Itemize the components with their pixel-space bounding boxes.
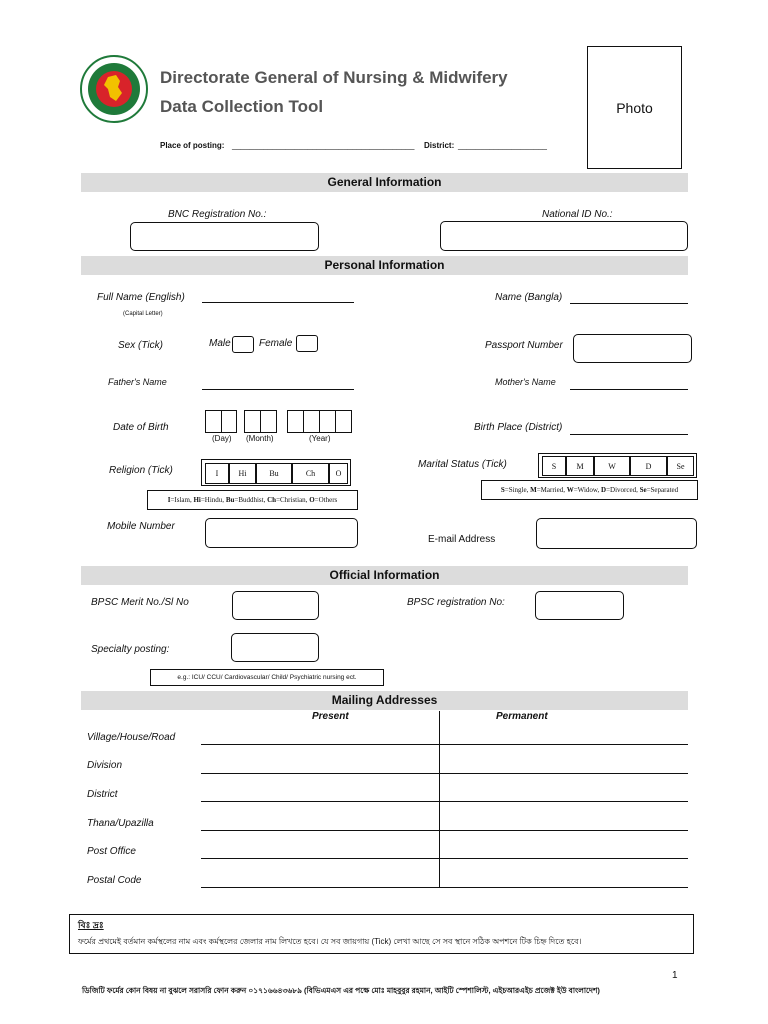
female-checkbox[interactable] <box>296 335 318 352</box>
general-info-header: General Information <box>81 173 688 192</box>
male-label: Male <box>209 338 231 349</box>
bnc-label: BNC Registration No.: <box>168 209 267 220</box>
district-label: District: <box>424 141 455 150</box>
dob-month-digit-2[interactable] <box>260 410 277 433</box>
passport-input[interactable] <box>573 334 692 363</box>
marital-option-single[interactable]: S <box>542 456 566 476</box>
permanent-post-office-line[interactable] <box>440 858 688 859</box>
present-district-line[interactable] <box>201 801 439 802</box>
female-label: Female <box>259 338 293 349</box>
address-row-label: Post Office <box>87 846 136 857</box>
dob-year-digit-1[interactable] <box>287 410 304 433</box>
present-postal-code-line[interactable] <box>201 887 439 888</box>
marital-option-divorced[interactable]: D <box>630 456 667 476</box>
religion-legend: I=Islam, Hi=Hindu, Bu=Buddhist, Ch=Christian, O=Others <box>147 490 358 510</box>
passport-label: Passport Number <box>485 340 563 351</box>
permanent-postal-code-line[interactable] <box>440 887 688 888</box>
address-row-label: District <box>87 789 118 800</box>
religion-option-islam[interactable]: I <box>205 463 229 484</box>
note-box <box>69 914 694 954</box>
name-bangla-line[interactable] <box>570 303 688 304</box>
specialty-label: Specialty posting: <box>91 644 170 655</box>
full-name-line[interactable] <box>202 302 354 303</box>
bpsc-merit-label: BPSC Merit No./Sl No <box>91 597 189 608</box>
bnc-input[interactable] <box>130 222 319 251</box>
mobile-input[interactable] <box>205 518 358 548</box>
footer-contact: ডিজিটি ফর্মের কোন বিষয় না বুঝলে সরাসরি ফোন করুন ০১৭১৬৬৪৩৬৮৯ (বিভিএমএস এর পক্ষে মোঃ মাহবুবুর রহমান, আইটি স্পেশালিস্ট, এইচআরএইচ প্রজেক্ট ইউ বাংলাদেশ) <box>82 986 600 995</box>
dob-day-digit-2[interactable] <box>221 410 237 433</box>
religion-option-others[interactable]: O <box>329 463 348 484</box>
official-info-header: Official Information <box>81 566 688 585</box>
address-row-label: Village/House/Road <box>87 732 176 743</box>
specialty-example: e.g.: ICU/ CCU/ Cardiovascular/ Child/ Psychiatric nursing ect. <box>150 669 384 686</box>
place-of-posting-line[interactable]: _________________________________________ <box>232 141 415 150</box>
religion-option-buddhist[interactable]: Bu <box>256 463 292 484</box>
birth-place-label: Birth Place (District) <box>474 422 563 433</box>
nid-input[interactable] <box>440 221 688 251</box>
year-caption: (Year) <box>309 434 331 443</box>
month-caption: (Month) <box>246 434 274 443</box>
bpsc-reg-input[interactable] <box>535 591 624 620</box>
permanent-column-header: Permanent <box>496 711 548 722</box>
nid-label: National ID No.: <box>542 209 613 220</box>
male-checkbox[interactable] <box>232 336 254 353</box>
full-name-label: Full Name (English) <box>97 292 185 303</box>
dob-year-digit-3[interactable] <box>319 410 336 433</box>
marital-option-separated[interactable]: Se <box>667 456 694 476</box>
dob-month-digit-1[interactable] <box>244 410 261 433</box>
dob-year-digit-4[interactable] <box>335 410 352 433</box>
bpsc-reg-label: BPSC registration No: <box>407 597 505 608</box>
mobile-label: Mobile Number <box>107 521 175 532</box>
dob-year-digit-2[interactable] <box>303 410 320 433</box>
name-bangla-label: Name (Bangla) <box>495 292 563 303</box>
religion-option-hindu[interactable]: Hi <box>229 463 256 484</box>
address-row-label: Division <box>87 760 123 771</box>
specialty-input[interactable] <box>231 633 319 662</box>
government-seal-logo <box>80 55 148 123</box>
note-text: ফর্মের প্রথমেই বর্তমান কর্মস্থলের নাম এবং কর্মস্থলের জেলার নাম লিখতে হবে। যে সব জায়গায় (Tick) লেখা আছে সে সব স্থানে সঠিক অপশনে টিক চিহ্ন দিতে হবে। <box>78 937 582 946</box>
birth-place-line[interactable] <box>570 434 688 435</box>
mother-name-line[interactable] <box>570 389 688 390</box>
capital-letter-note: (Capital Letter) <box>123 311 163 317</box>
religion-label: Religion (Tick) <box>109 465 173 476</box>
present-village-line[interactable] <box>201 744 439 745</box>
marital-option-widow[interactable]: W <box>594 456 630 476</box>
permanent-thana-line[interactable] <box>440 830 688 831</box>
dob-label: Date of Birth <box>113 422 169 433</box>
permanent-village-line[interactable] <box>440 744 688 745</box>
mailing-header: Mailing Addresses <box>81 691 688 710</box>
permanent-district-line[interactable] <box>440 801 688 802</box>
sex-label: Sex (Tick) <box>118 340 163 351</box>
bpsc-merit-input[interactable] <box>232 591 319 620</box>
marital-legend: S=Single, M=Married, W=Widow, D=Divorced, Se=Separated <box>481 480 698 500</box>
place-of-posting-label: Place of posting: <box>160 141 225 150</box>
address-column-divider <box>439 711 440 888</box>
day-caption: (Day) <box>212 434 232 443</box>
photo-box[interactable] <box>587 46 682 169</box>
note-heading: বিঃ দ্রঃ <box>78 920 104 930</box>
district-line[interactable]: ____________________ <box>458 141 547 150</box>
address-row-label: Postal Code <box>87 875 142 886</box>
email-label: E-mail Address <box>428 534 496 545</box>
permanent-division-line[interactable] <box>440 773 688 774</box>
mother-name-label: Mother's Name <box>495 377 556 387</box>
present-thana-line[interactable] <box>201 830 439 831</box>
present-division-line[interactable] <box>201 773 439 774</box>
dob-day-digit-1[interactable] <box>205 410 222 433</box>
personal-info-header: Personal Information <box>81 256 688 275</box>
father-name-line[interactable] <box>202 389 354 390</box>
page-number: 1 <box>672 970 678 981</box>
present-post-office-line[interactable] <box>201 858 439 859</box>
org-title: Directorate General of Nursing & Midwifery <box>160 68 508 87</box>
address-row-label: Thana/Upazilla <box>87 818 154 829</box>
marital-option-married[interactable]: M <box>566 456 594 476</box>
photo-label: Photo <box>616 99 653 116</box>
marital-status-label: Marital Status (Tick) <box>418 459 507 470</box>
religion-option-christian[interactable]: Ch <box>292 463 329 484</box>
tool-title: Data Collection Tool <box>160 97 324 116</box>
present-column-header: Present <box>312 711 349 722</box>
email-input[interactable] <box>536 518 697 549</box>
father-name-label: Father's Name <box>108 377 167 387</box>
